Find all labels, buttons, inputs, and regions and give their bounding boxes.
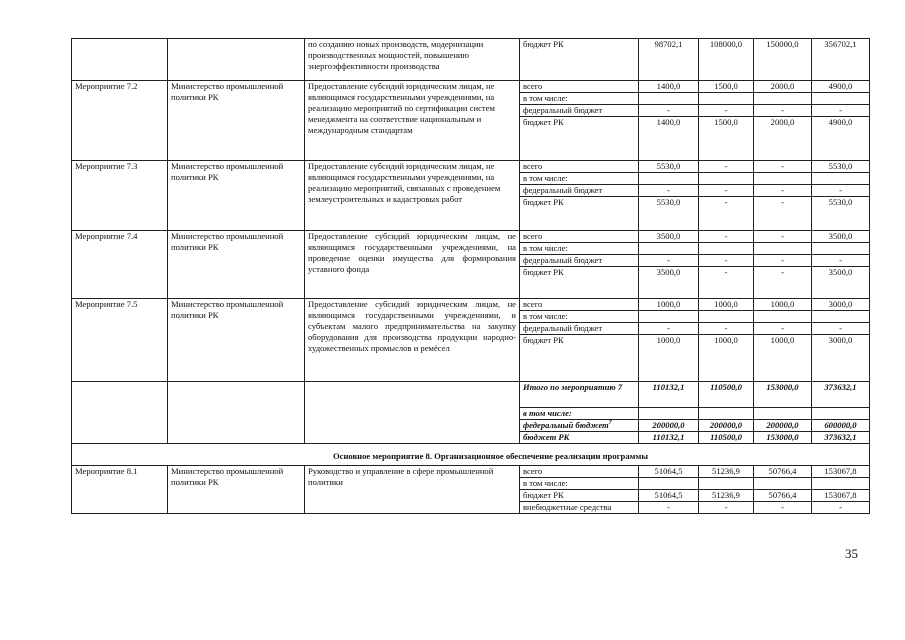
funding-source-cell: бюджет РК [520,197,639,231]
funding-source-cell: федеральный бюджет [520,323,639,335]
year1-value: - [639,185,699,197]
total-value: 356702,1 [812,39,870,81]
total-value: 373632,1 [812,382,870,408]
total-value: 4900,0 [812,81,870,93]
year1-value [639,173,699,185]
year2-value: 1500,0 [699,81,754,93]
funding-source-cell: всего [520,466,639,478]
year2-value: 51236,9 [699,490,754,502]
funding-source-cell: внебюджетные средства [520,502,639,514]
year3-value: 200000,0 [754,420,812,432]
total-value: 5530,0 [812,161,870,173]
year1-value: 51064,5 [639,466,699,478]
total-value [812,243,870,255]
year2-value: 200000,0 [699,420,754,432]
year3-value: 2000,0 [754,117,812,161]
total-value: - [812,323,870,335]
year1-value: 1000,0 [639,335,699,382]
total-value: - [812,502,870,514]
executor-cell: Министерство промышленной политики РК [168,299,305,382]
funding-source-cell: в том числе: [520,478,639,490]
total-value [812,93,870,105]
funding-source-cell: бюджет РК [520,117,639,161]
year3-value: - [754,502,812,514]
total-value: 5530,0 [812,197,870,231]
table-row [72,39,870,81]
year3-value: 50766,4 [754,490,812,502]
year2-value [699,173,754,185]
total-value: 153067,8 [812,466,870,478]
measure-name-cell: Руководство и управление в сфере промышленной политики [305,466,520,514]
year3-value: 153000,0 [754,432,812,444]
year2-value: - [699,231,754,243]
funding-source-cell: Итого по мероприятию 7 [520,382,639,408]
total-value: 3000,0 [812,299,870,311]
section-title-text: Основное мероприятие 8. Организационное обеспечение реализации программы [332,451,649,461]
table-row [72,299,870,311]
year1-value: - [639,323,699,335]
funding-source-cell: бюджет РК [520,39,639,81]
funding-source-cell [520,420,639,432]
year2-value: 1500,0 [699,117,754,161]
total-value: 4900,0 [812,117,870,161]
total-value: 3500,0 [812,267,870,299]
year1-value: 200000,0 [639,420,699,432]
section-title [72,444,870,466]
year1-value [639,311,699,323]
measure-id-cell: Мероприятие 7.3 [72,161,168,231]
measure-name-cell: Предоставление субсидий юридическим лицам, не являющимся государственными учреждениями, на реализацию мероприятий по сертификации систем менеджмента на соответствие национальным и международным стандартам [305,81,520,161]
funding-source-cell: федеральный бюджет [520,105,639,117]
year2-value [699,478,754,490]
year2-value: - [699,267,754,299]
executor-cell: Министерство промышленной политики РК [168,81,305,161]
year2-value: - [699,161,754,173]
measure-id-cell: Мероприятие 8.1 [72,466,168,514]
year3-value: - [754,267,812,299]
year1-value: 1000,0 [639,299,699,311]
executor-cell: Министерство промышленной политики РК [168,161,305,231]
year1-value: 5530,0 [639,161,699,173]
year2-value: - [699,185,754,197]
year2-value [699,311,754,323]
total-value [812,478,870,490]
year2-value: 110500,0 [699,382,754,408]
year1-value [639,93,699,105]
year1-value [639,408,699,420]
funding-source-cell: бюджет РК [520,432,639,444]
measure-id-cell [72,39,168,81]
year1-value [639,478,699,490]
table-row [72,231,870,243]
year1-value: 1400,0 [639,117,699,161]
funding-source-cell: всего [520,231,639,243]
funding-source-cell: всего [520,299,639,311]
year1-value: 98702,1 [639,39,699,81]
total-value: 600000,0 [812,420,870,432]
funding-source-cell: бюджет РК [520,267,639,299]
year1-value: 1400,0 [639,81,699,93]
measure-name-cell [305,382,520,444]
page-number: 35 [845,546,858,561]
year2-value: 1000,0 [699,335,754,382]
year3-value: - [754,105,812,117]
year1-value: 3500,0 [639,267,699,299]
total-value [812,311,870,323]
year1-value: - [639,255,699,267]
funding-source-cell: федеральный бюджет [520,255,639,267]
year3-value [754,478,812,490]
year3-value [754,311,812,323]
year2-value: - [699,502,754,514]
measure-id-cell: Мероприятие 7.2 [72,81,168,161]
year3-value: - [754,255,812,267]
year3-value [754,93,812,105]
year2-value: - [699,105,754,117]
funding-source-cell: всего [520,161,639,173]
year3-value: 2000,0 [754,81,812,93]
total-value: 3000,0 [812,335,870,382]
table-row [72,161,870,173]
measure-id-cell: Мероприятие 7.4 [72,231,168,299]
executor-cell [168,382,305,444]
total-value: 3500,0 [812,231,870,243]
year3-value [754,408,812,420]
total-value: - [812,185,870,197]
total-value [812,408,870,420]
total-value [812,173,870,185]
year1-value: 110132,1 [639,382,699,408]
funding-source-cell: в том числе: [520,93,639,105]
year1-value: 3500,0 [639,231,699,243]
year3-value: 153000,0 [754,382,812,408]
funding-source-cell: федеральный бюджет [520,185,639,197]
executor-cell [168,39,305,81]
year1-value [639,243,699,255]
year3-value: 150000,0 [754,39,812,81]
table-row [72,382,870,408]
funding-source-label: федеральный бюджет [523,420,609,430]
year2-value: 51236,9 [699,466,754,478]
funding-source-cell: в том числе: [520,173,639,185]
year3-value: - [754,161,812,173]
year3-value: - [754,231,812,243]
year3-value [754,173,812,185]
funding-source-cell: в том числе: [520,311,639,323]
table-row [72,81,870,93]
year1-value: - [639,105,699,117]
year3-value [754,243,812,255]
year1-value: 51064,5 [639,490,699,502]
year3-value: - [754,197,812,231]
total-value: 373632,1 [812,432,870,444]
year2-value: - [699,323,754,335]
measure-id-cell [72,382,168,444]
year2-value: 108000,0 [699,39,754,81]
funding-source-cell: всего [520,81,639,93]
executor-cell: Министерство промышленной политики РК [168,231,305,299]
year2-value: 110500,0 [699,432,754,444]
funding-source-cell: бюджет РК [520,335,639,382]
year2-value [699,243,754,255]
measure-name-cell: Предоставление субсидий юридическим лицам, не являющимся государственными учреждениями, на проведение оценки имущества для формирования уставного фонда [305,231,520,299]
funding-source-cell: бюджет РК [520,490,639,502]
measure-name-cell: Предоставление субсидий юридическим лицам, не являющимся государственными учреждениями, и субъектам малого предпринимательства на закупку оборудования для производства продукции народно-художественных промыслов и ремёсел [305,299,520,382]
total-value: - [812,105,870,117]
funding-source-cell: в том числе: [520,408,639,420]
funding-source-cell: в том числе: [520,243,639,255]
total-value: - [812,255,870,267]
total-value: 153067,8 [812,490,870,502]
measure-name-cell: по созданию новых производств, модернизации производственных мощностей, повышению энергоэффективности производства [305,39,520,81]
year2-value [699,408,754,420]
program-measures-table [71,38,870,514]
footnote-mark: 7 [608,420,612,427]
table-row [72,466,870,478]
executor-cell: Министерство промышленной политики РК [168,466,305,514]
measure-name-cell: Предоставление субсидий юридическим лицам, не являющимся государственными учреждениями, на реализацию мероприятий, связанных с проведением землеустроительных и кадастровых работ [305,161,520,231]
year2-value [699,93,754,105]
year2-value: 1000,0 [699,299,754,311]
year1-value: - [639,502,699,514]
measure-id-cell: Мероприятие 7.5 [72,299,168,382]
year3-value: - [754,323,812,335]
year1-value: 110132,1 [639,432,699,444]
year3-value: 1000,0 [754,335,812,382]
year3-value: - [754,185,812,197]
year3-value: 1000,0 [754,299,812,311]
year3-value: 50766,4 [754,466,812,478]
year1-value: 5530,0 [639,197,699,231]
section-header-row [72,444,870,466]
year2-value: - [699,197,754,231]
year2-value: - [699,255,754,267]
